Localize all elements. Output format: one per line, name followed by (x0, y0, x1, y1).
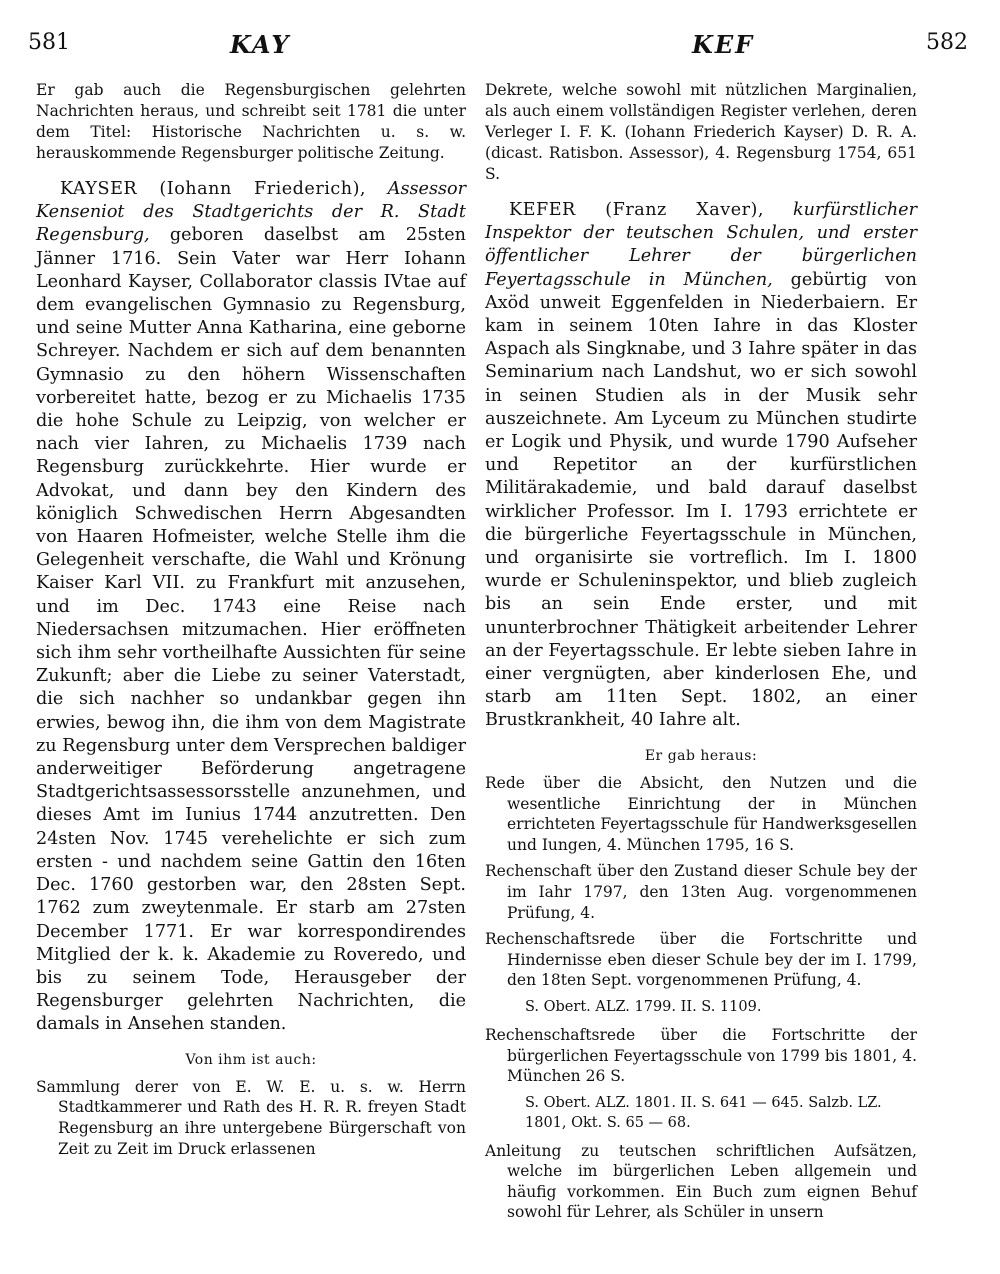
entry-name: KEFER (Franz Xaver), (509, 200, 765, 220)
work-item: Rechenschaftsrede über die Fortschritte der bürgerlichen Feyertagsschule von 1799 bis 1801, 4. München 26 S. (485, 1025, 917, 1086)
entry-body: gebürtig von Axöd unweit Eggenfelden in Niederbaiern. Er kam in seinem 10ten Iahre in das Kloster Aspach als Singknabe, und 3 Iahre später in das Seminarium nach Landshut, wo er sich sowohl in seinen Studien als in der Musik sehr auszeichnete. Am Lyceum zu München studirte er Logik und Physik, und wurde 1790 Aufseher und Repetitor an der kurfürstlichen Militärakademie, und bald darauf daselbst wirklicher Professor. Im I. 1793 errichtete er die bürgerliche Feyertagsschule in München, und organisirte sie vortreflich. Im I. 1800 wurde er Schuleninspektor, und blieb zugleich bis an sein Ende erster, und mit ununterbrochner Thätigkeit arbeitender Lehrer an der Feyertagsschule. Er lebte sieben Iahre in einer vergnügten, aber kinderlosen Ehe, und starb am 11ten Sept. 1802, an einer Brustkrankheit, 40 Iahre alt. (485, 269, 917, 731)
work-item: Rechenschaftsrede über die Fortschritte und Hindernisse eben dieser Schule bey der im I. 1799, den 18ten Sept. vorgenommenen Prüfung, 4. (485, 930, 917, 990)
works-heading: Von ihm ist auch: (185, 1051, 317, 1068)
entry-title: kurfürstlicher Inspektor der teutschen Schulen, und erster öffentlicher Lehrer der bürgerlichen Feyertagsschule in München, (485, 200, 917, 290)
entry-kayser (36, 178, 466, 1037)
work-item: Anleitung zu teutschen schriftlichen Aufsätzen, welche im bürgerlichen Leben allgemein und häufig vorkommen. Ein Buch zum eignen Behuf sowohl für Lehrer, als Schüler in unsern (485, 1141, 917, 1222)
review-reference: S. Obert. ALZ. 1801. II. S. 641 — 645. Salzb. LZ. 1801, Okt. S. 65 — 68. (525, 1094, 882, 1131)
works-heading: Er gab heraus: (644, 747, 758, 764)
entry-body: geboren daselbst am 25sten Jänner 1716. Sein Vater war Herr Iohann Leonhard Kayser, Collaborator classis IVtae auf dem evangelischen Gymnasio zu Regensburg, und seine Mutter Anna Katharina, eine geborne Schreyer. Nachdem er sich auf dem benannten Gymnasio zu den höhern Wissenschaften vorbereitet hatte, bezog er zu Michaelis 1735 die hohe Schule zu Leipzig, von welcher er nach vier Iahren, zu Michaelis 1739 nach Regensburg zurückkehrte. Hier wurde er Advokat, und dann bey den Kindern des königlich Schwedischen Herrn Abgesandten von Haaren Hofmeister, welche Stelle ihm die Gelegenheit verschafte, die Wahl und Krönung Kaiser Karl VII. zu Frankfurt mit anzusehen, und im Dec. 1743 eine Reise nach Niedersachsen mitzumachen. Hier eröffneten sich ihm sehr vortheilhafte Aussichten für seine Zukunft; aber die Liebe zu seiner Vaterstadt, die sich nachher so undankbar gegen ihn erwies, bewog ihn, die ihm von dem Magistrate zu Regensburg unter dem Versprechen baldiger anderweitiger Beförderung angetragene Stadtgerichtsassessorsstelle anzunehmen, und dieses Amt im Iunius 1744 anzutretten. Den 24sten Nov. 1745 verehelichte er sich zum ersten - und nachdem seine Gattin den 16ten Dec. 1760 gestorben war, den 28sten Sept. 1762 zum zweytenmale. Er starb am 27sten December 1771. Er war korrespondirendes Mitglied der k. k. Akademie zu Roveredo, und bis zu seinem Tode, Herausgeber der Regensburger gelehrten Nachrichten, die damals in Ansehen standen. (36, 225, 466, 1035)
page-number-right: 582 (926, 30, 968, 55)
continuation-paragraph: Dekrete, welche sowohl mit nützlichen Marginalien, als auch einem vollständigen Register verlehen, deren Verleger I. F. K. (Iohann Friederich Kayser) D. R. A. (dicast. Ratisbon. Assessor), 4. Regensburg 1754, 651 S. (485, 81, 917, 183)
work-item: Rede über die Absicht, den Nutzen und die wesentliche Einrichtung der in München errichteten Feyertagsschule für Handwerksgesellen und Iungen, 4. München 1795, 16 S. (485, 773, 917, 854)
right-column (485, 80, 917, 1229)
review-reference: S. Obert. ALZ. 1799. II. S. 1109. (525, 998, 762, 1015)
work-item: Sammlung derer von E. W. E. u. s. w. Herrn Stadtkammerer und Rath des H. R. R. freyen Stadt Regensburg an ihre untergebene Bürgerschaft von Zeit zu Zeit im Druck erlassenen (36, 1077, 466, 1158)
work-item: Rechenschaft über den Zustand dieser Schule bey der im Iahr 1797, den 13ten Aug. vorgenommenen Prüfung, 4. (485, 862, 917, 922)
intro-paragraph: Er gab auch die Regensburgischen gelehrten Nachrichten heraus, und schreibt seit 1781 die unter dem Titel: Historische Nachrichten u. s. w. herauskommende Regensburger politische Zeitung. (36, 81, 466, 162)
left-column (36, 80, 466, 1165)
entry-name: KAYSER (Iohann Friederich), (60, 179, 367, 199)
page-number-left: 581 (28, 30, 70, 55)
entry-kefer (485, 199, 917, 733)
running-head-left: KAY (230, 30, 291, 59)
running-head-right: KEF (692, 30, 755, 59)
entry-title: Assessor Kenseniot des Stadtgerichts der R. Stadt Regensburg, (36, 179, 467, 246)
page-header (20, 30, 980, 70)
